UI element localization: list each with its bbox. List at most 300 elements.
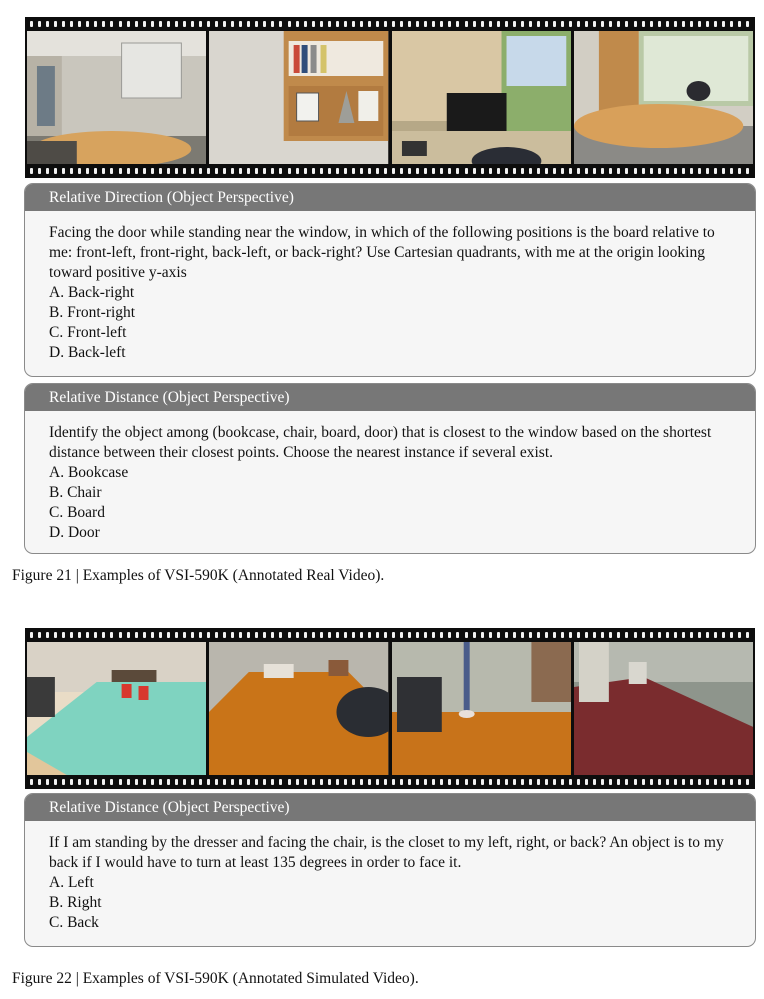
sprocket-hole [279,632,282,638]
sprocket-hole [127,779,130,785]
sprocket-hole [513,21,516,27]
sprocket-hole [54,168,57,174]
sprocket-hole [102,21,105,27]
sprocket-hole [529,21,532,27]
sprocket-hole [30,21,33,27]
sprocket-hole [432,168,435,174]
sprocket-hole [62,21,65,27]
sprocket-hole [456,779,459,785]
sprocket-hole [320,168,323,174]
video-frame-sim-3 [392,642,571,775]
sprocket-hole [585,168,588,174]
sprocket-hole [199,779,202,785]
question-text: If I am standing by the dresser and facing the chair, is the closet to my left, right, or back? An object is to my back if I would have to turn at least 135 degrees in order to face it. [49,834,724,871]
sprocket-hole [175,779,178,785]
sprocket-hole [593,632,596,638]
sprocket-hole [642,168,645,174]
sprocket-hole [143,632,146,638]
sprocket-hole [617,168,620,174]
answer-option-b: B. Chair [49,484,102,501]
sprocket-hole [593,21,596,27]
sprocket-hole [86,168,89,174]
sprocket-hole [448,21,451,27]
sprocket-hole [738,21,741,27]
sprocket-hole [682,168,685,174]
sprocket-hole [231,779,234,785]
sprocket-hole [279,21,282,27]
sprocket-hole [481,21,484,27]
sprocket-hole [119,779,122,785]
sprocket-hole [698,21,701,27]
sprocket-hole [384,632,387,638]
sprocket-hole [489,21,492,27]
sprocket-hole [271,632,274,638]
sprocket-hole [215,632,218,638]
sprocket-hole [553,21,556,27]
sprocket-hole [400,21,403,27]
sprocket-hole [247,21,250,27]
sprocket-hole [320,21,323,27]
sprocket-hole [489,779,492,785]
sprocket-hole [424,779,427,785]
sprocket-hole [175,632,178,638]
sprocket-hole [553,168,556,174]
sprocket-hole [119,632,122,638]
sprocket-hole [360,21,363,27]
sprocket-hole [102,779,105,785]
sprocket-hole [465,168,468,174]
sprocket-hole [352,168,355,174]
sprocket-hole [593,779,596,785]
sprocket-hole [360,168,363,174]
film-holes-bottom [27,775,753,789]
sprocket-hole [320,779,323,785]
sprocket-hole [78,168,81,174]
sprocket-hole [288,168,291,174]
sprocket-hole [746,632,749,638]
sprocket-hole [70,632,73,638]
sprocket-hole [296,779,299,785]
sprocket-hole [215,779,218,785]
sprocket-hole [183,168,186,174]
sprocket-hole [199,21,202,27]
sprocket-hole [62,168,65,174]
video-frame-office-1 [27,31,206,164]
sprocket-hole [207,21,210,27]
sprocket-hole [473,779,476,785]
sprocket-hole [78,779,81,785]
sprocket-hole [223,21,226,27]
sprocket-hole [690,632,693,638]
sprocket-hole [448,779,451,785]
sprocket-hole [30,632,33,638]
question-header: Relative Distance (Object Perspective) [25,384,755,411]
sprocket-hole [38,168,41,174]
sprocket-hole [625,632,628,638]
answer-option-c: C. Back [49,914,99,931]
sprocket-hole [159,632,162,638]
sprocket-hole [392,779,395,785]
sprocket-hole [46,632,49,638]
sprocket-hole [110,168,113,174]
sprocket-hole [151,632,154,638]
sprocket-hole [706,21,709,27]
sprocket-hole [376,21,379,27]
sprocket-hole [448,632,451,638]
sprocket-hole [304,21,307,27]
video-frame-sim-4 [574,642,753,775]
sprocket-hole [215,168,218,174]
sprocket-hole [207,168,210,174]
sprocket-hole [167,779,170,785]
sprocket-hole [255,168,258,174]
sprocket-hole [167,168,170,174]
sprocket-hole [569,21,572,27]
sprocket-hole [215,21,218,27]
sprocket-hole [159,779,162,785]
sprocket-hole [183,632,186,638]
sprocket-hole [296,168,299,174]
sprocket-hole [682,632,685,638]
sprocket-hole [102,168,105,174]
sprocket-hole [191,779,194,785]
sprocket-hole [545,168,548,174]
sprocket-hole [666,632,669,638]
sprocket-hole [304,168,307,174]
sprocket-hole [231,632,234,638]
sprocket-hole [175,168,178,174]
sprocket-hole [553,779,556,785]
sprocket-hole [561,21,564,27]
sprocket-hole [94,21,97,27]
sprocket-hole [505,632,508,638]
sprocket-hole [674,632,677,638]
sprocket-hole [473,21,476,27]
sprocket-hole [392,21,395,27]
answer-option-c: C. Front-left [49,324,127,341]
sprocket-hole [312,21,315,27]
answer-option-a: A. Back-right [49,284,135,301]
film-holes-bottom [27,164,753,178]
sprocket-hole [296,21,299,27]
sprocket-hole [416,168,419,174]
sprocket-hole [288,779,291,785]
sprocket-hole [456,21,459,27]
sprocket-hole [360,632,363,638]
sprocket-hole [497,21,500,27]
sprocket-hole [207,779,210,785]
figure-22-caption: Figure 22 | Examples of VSI-590K (Annotated Simulated Video). [12,970,419,987]
sprocket-hole [78,632,81,638]
film-holes-top [27,628,753,642]
sprocket-hole [529,779,532,785]
sprocket-hole [336,779,339,785]
sprocket-hole [537,21,540,27]
sprocket-hole [304,779,307,785]
sprocket-hole [135,21,138,27]
sprocket-hole [432,21,435,27]
sprocket-hole [529,168,532,174]
sprocket-hole [666,168,669,174]
sprocket-hole [151,168,154,174]
sprocket-hole [384,21,387,27]
sprocket-hole [746,779,749,785]
sprocket-hole [46,168,49,174]
sprocket-hole [505,168,508,174]
sprocket-hole [625,779,628,785]
sprocket-hole [38,632,41,638]
sprocket-hole [328,21,331,27]
sprocket-hole [601,632,604,638]
answer-option-a: A. Left [49,874,94,891]
sprocket-hole [119,21,122,27]
sprocket-hole [151,21,154,27]
sprocket-hole [424,21,427,27]
sprocket-hole [577,632,580,638]
sprocket-hole [135,168,138,174]
sprocket-hole [625,168,628,174]
sprocket-hole [296,632,299,638]
sprocket-hole [440,21,443,27]
sprocket-hole [585,779,588,785]
sprocket-hole [392,168,395,174]
question-header: Relative Distance (Object Perspective) [25,794,755,821]
sprocket-hole [231,21,234,27]
sprocket-hole [135,632,138,638]
sprocket-hole [263,168,266,174]
sprocket-hole [561,632,564,638]
sprocket-hole [746,168,749,174]
sprocket-hole [617,632,620,638]
sprocket-hole [119,168,122,174]
sprocket-hole [336,632,339,638]
video-frame-sim-2 [209,642,388,775]
sprocket-hole [690,21,693,27]
sprocket-hole [416,21,419,27]
sprocket-hole [722,21,725,27]
sprocket-hole [609,168,612,174]
sprocket-hole [191,632,194,638]
sprocket-hole [54,779,57,785]
sprocket-hole [634,168,637,174]
sprocket-hole [601,779,604,785]
sprocket-hole [312,632,315,638]
sprocket-hole [658,21,661,27]
sprocket-hole [408,632,411,638]
sprocket-hole [110,779,113,785]
sprocket-hole [585,632,588,638]
sprocket-hole [666,779,669,785]
sprocket-hole [505,779,508,785]
sprocket-hole [658,779,661,785]
sprocket-hole [537,632,540,638]
sprocket-hole [537,168,540,174]
sprocket-hole [642,779,645,785]
sprocket-hole [730,632,733,638]
sprocket-hole [279,168,282,174]
sprocket-hole [94,168,97,174]
sprocket-hole [78,21,81,27]
video-frame-office-3 [392,31,571,164]
sprocket-hole [706,779,709,785]
sprocket-hole [682,21,685,27]
sprocket-hole [368,779,371,785]
sprocket-hole [110,632,113,638]
sprocket-hole [38,21,41,27]
sprocket-hole [650,779,653,785]
sprocket-hole [110,21,113,27]
sprocket-hole [328,632,331,638]
sprocket-hole [62,632,65,638]
sprocket-hole [529,632,532,638]
sprocket-hole [650,21,653,27]
sprocket-hole [473,168,476,174]
sprocket-hole [698,168,701,174]
sprocket-hole [609,21,612,27]
video-frame-sim-1 [27,642,206,775]
sprocket-hole [239,168,242,174]
sprocket-hole [440,632,443,638]
sprocket-hole [706,632,709,638]
sprocket-hole [263,779,266,785]
sprocket-hole [344,21,347,27]
sprocket-hole [143,21,146,27]
sprocket-hole [513,168,516,174]
sprocket-hole [255,779,258,785]
sprocket-hole [521,21,524,27]
sprocket-hole [271,21,274,27]
sprocket-hole [609,632,612,638]
sprocket-hole [199,168,202,174]
sprocket-hole [400,632,403,638]
sprocket-hole [247,779,250,785]
sprocket-hole [601,168,604,174]
sprocket-hole [255,21,258,27]
sprocket-hole [223,632,226,638]
sprocket-hole [690,168,693,174]
sprocket-hole [650,632,653,638]
sprocket-hole [617,779,620,785]
sprocket-hole [247,632,250,638]
sprocket-hole [497,168,500,174]
sprocket-hole [312,779,315,785]
sprocket-hole [634,632,637,638]
sprocket-hole [183,21,186,27]
question-box-relative-distance [24,383,756,554]
sprocket-hole [328,168,331,174]
sprocket-hole [497,779,500,785]
sprocket-hole [682,779,685,785]
sprocket-hole [601,21,604,27]
sprocket-hole [46,779,49,785]
sprocket-hole [255,632,258,638]
sprocket-hole [537,779,540,785]
sprocket-hole [191,168,194,174]
sprocket-hole [279,779,282,785]
sprocket-hole [288,632,291,638]
sprocket-hole [247,168,250,174]
sprocket-hole [577,168,580,174]
answer-option-b: B. Front-right [49,304,136,321]
sprocket-hole [545,21,548,27]
sprocket-hole [473,632,476,638]
sprocket-hole [432,779,435,785]
sprocket-hole [634,21,637,27]
sprocket-hole [456,632,459,638]
sprocket-hole [658,632,661,638]
sprocket-hole [569,168,572,174]
sprocket-hole [577,779,580,785]
sprocket-hole [231,168,234,174]
question-header: Relative Direction (Object Perspective) [25,184,755,211]
sprocket-hole [167,632,170,638]
filmstrip-real [25,17,755,178]
sprocket-hole [561,779,564,785]
sprocket-hole [513,779,516,785]
question-box-relative-direction [24,183,756,377]
sprocket-hole [320,632,323,638]
video-frame-office-4 [574,31,753,164]
sprocket-hole [344,779,347,785]
sprocket-hole [352,21,355,27]
answer-option-a: A. Bookcase [49,464,129,481]
sprocket-hole [102,632,105,638]
sprocket-hole [223,168,226,174]
answer-option-b: B. Right [49,894,102,911]
sprocket-hole [521,779,524,785]
sprocket-hole [135,779,138,785]
sprocket-hole [271,168,274,174]
sprocket-hole [360,779,363,785]
sprocket-hole [312,168,315,174]
sprocket-hole [440,779,443,785]
sprocket-hole [384,168,387,174]
sprocket-hole [714,21,717,27]
sprocket-hole [424,632,427,638]
sprocket-hole [70,168,73,174]
sprocket-hole [593,168,596,174]
sprocket-hole [376,779,379,785]
sprocket-hole [328,779,331,785]
sprocket-hole [46,21,49,27]
sprocket-hole [730,21,733,27]
sprocket-hole [642,632,645,638]
sprocket-hole [722,168,725,174]
sprocket-hole [408,21,411,27]
sprocket-hole [54,632,57,638]
sprocket-hole [746,21,749,27]
sprocket-hole [400,779,403,785]
sprocket-hole [207,632,210,638]
sprocket-hole [440,168,443,174]
sprocket-hole [674,21,677,27]
sprocket-hole [465,779,468,785]
sprocket-hole [30,168,33,174]
sprocket-hole [505,21,508,27]
sprocket-hole [674,779,677,785]
sprocket-hole [183,779,186,785]
sprocket-hole [569,779,572,785]
sprocket-hole [456,168,459,174]
sprocket-hole [521,632,524,638]
sprocket-hole [609,779,612,785]
sprocket-hole [730,779,733,785]
sprocket-hole [376,168,379,174]
sprocket-hole [642,21,645,27]
answer-option-d: D. Back-left [49,344,126,361]
question-box-simulated [24,793,756,947]
sprocket-hole [513,632,516,638]
